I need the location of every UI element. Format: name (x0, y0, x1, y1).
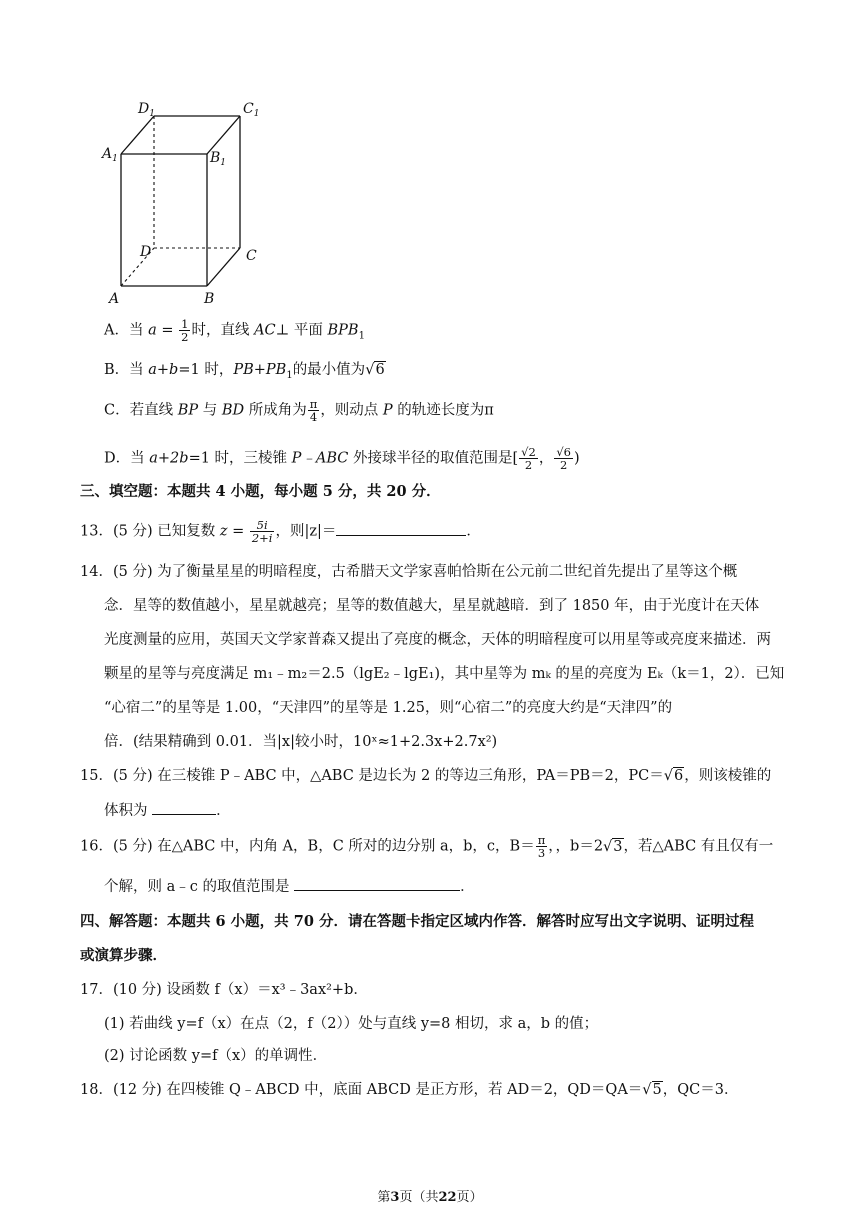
question-17: 17．(10 分) 设函数 f（x）＝x³﹣3ax²+b． (80, 982, 368, 998)
question-14-line-1: 14．(5 分) 为了衡量星星的明暗程度，古希腊天文学家喜帕恰斯在公元前二世纪首先提出了星等这个概 (80, 564, 738, 580)
cuboid-figure (100, 96, 300, 306)
label-c1: $C_1$ (243, 101, 260, 119)
question-16-line-1: 16．(5 分) 在△ABC 中，内角 A，B，C 所对的边分别 a，b，c，B＝ $\frac{\pi}{3}$ ，，b＝2√3，若△ABC 有且仅有一 (80, 833, 774, 860)
label-a1: $A_1$ (102, 146, 118, 164)
question-14-line-5: “心宿二”的星等是 1.00，“天津四”的星等是 1.25，则“心宿二”的亮度大约是“天津四”的 (104, 700, 673, 716)
question-14-line-4: 颗星的星等与亮度满足 m₁﹣m₂＝2.5（lgE₂﹣lgE₁)，其中星等为 mₖ 的星的亮度为 Eₖ（k＝1，2）．已知 (104, 666, 785, 682)
option-d: D．当 a+2b=1 时，三棱锥 P﹣ABC 外接球半径的取值范围是[ $\frac{√2}{2}$ ， $\frac{√6}{2}$ ) (104, 445, 580, 472)
question-17-part-2: (2) 讨论函数 y=f（x）的单调性． (104, 1048, 328, 1064)
option-c: C．若直线 BP 与 BD 所成角为 $\frac{\pi}{4}$ ，则动点 P 的轨迹长度为π (104, 397, 494, 424)
option-b: B．当 a+b=1 时，$PB+PB_1$的最小值为√6 (104, 362, 385, 381)
label-c: C (246, 248, 257, 264)
label-d: D (140, 244, 152, 260)
label-a: A (109, 291, 120, 306)
question-15-line-1: 15．(5 分) 在三棱锥 P﹣ABC 中，△ABC 是边长为 2 的等边三角形，PA＝PB＝2，PC＝√6，则该棱锥的 (80, 768, 772, 784)
question-14-line-3: 光度测量的应用，英国天文学家普森又提出了亮度的概念，天体的明暗程度可以用星等或亮度来描述．两 (104, 632, 771, 648)
question-18: 18．(12 分) 在四棱锥 Q﹣ABCD 中，底面 ABCD 是正方形，若 AD＝2，QD＝QA＝√5，QC＝3． (80, 1082, 739, 1098)
section-heading-solutions-cont: 或演算步骤． (80, 947, 167, 964)
answer-blank-16[interactable] (294, 876, 460, 891)
question-13: 13．(5 分) 已知复数 z = $\frac{5i}{2+i}$ ，则|z|＝ ． (80, 518, 481, 545)
question-16-line-2: 个解，则 a﹣c 的取值范围是 ． (104, 876, 475, 897)
label-d1: $D_1$ (138, 101, 155, 119)
section-heading-solutions: 四、解答题：本题共 6 小题，共 70 分．请在答题卡指定区域内作答．解答时应写出文字说明、证明过程 (80, 913, 754, 930)
question-15-line-2: 体积为 ． (104, 800, 231, 821)
option-a: A．当 a = $\frac{1}{2}$ 时，直线 AC⊥ 平面 $BPB_1$ (104, 317, 365, 344)
label-b1: $B_1$ (210, 150, 227, 168)
question-17-part-1: (1) 若曲线 y=f（x）在点（2，f（2））处与直线 y=8 相切，求 a，b 的值； (104, 1016, 599, 1032)
label-b: B (204, 291, 215, 306)
answer-blank-13[interactable] (336, 521, 466, 536)
question-14-line-6: 倍．(结果精确到 0.01．当|x|较小时，10ˣ≈1+2.3x+2.7x²) (104, 734, 498, 750)
answer-blank-15[interactable] (152, 800, 216, 815)
section-heading-fill-in: 三、填空题：本题共 4 小题，每小题 5 分，共 20 分． (80, 483, 441, 500)
page-footer: 第3页（共22页） (377, 1190, 483, 1205)
question-14-line-2: 念．星等的数值越小，星星就越亮；星等的数值越大，星星就越暗．到了 1850 年，由于光度计在天体 (104, 598, 760, 614)
